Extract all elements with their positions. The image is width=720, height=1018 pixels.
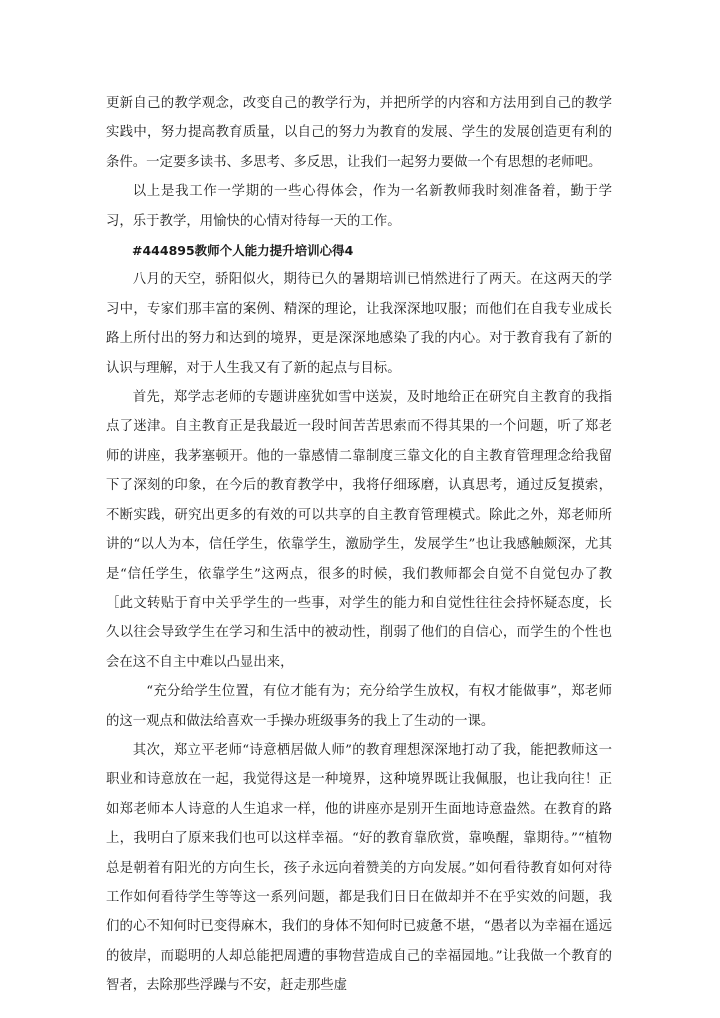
paragraph-first: 首先，郑学志老师的专题讲座犹如雪中送炭，及时地给正在研究自主教育的我指点了迷津。自主教育正是我最近一段时间苦苦思索而不得其果的一个问题，听了郑老师的讲座，我茅塞顿开。他的一靠感情二靠制度三靠文化的自主教育管理理念给我留下了深刻的印象，在今后的教育教学中，我将仔细琢磨，认真思考，通过反复摸索，不断实践，研究出更多的有效的可以共享的自主教育管理模式。除此之外，郑老师所讲的“以人为本，信任学生，依靠学生，激励学生，发展学生”也让我感触颇深，尤其是“信任学生，依靠学生”这两点，很多的时候，我们教师都会自觉不自觉包办了教［此文转贴于育中关乎学生的一些事，对学生的能力和自觉性往往会持怀疑态度，长久以往会导致学生在学习和生活中的被动性，削弱了他们的自信心，而学生的个性也会在这不自主中难以凸显出来， bbox=[106, 390, 612, 670]
section-heading: #444895教师个人能力提升培训心得4 bbox=[132, 243, 354, 259]
paragraph-continuation: 更新自己的教学观念，改变自己的教学行为，并把所学的内容和方法用到自己的教学实践中，努力提高教育质量，以自己的努力为教育的发展、学生的发展创造更有利的条件。一定要多读书、多思考、多反思，让我们一起努力要做一个有思想的老师吧。 bbox=[106, 96, 612, 170]
paragraph-intro: 八月的天空，骄阳似火，期待已久的暑期培训已悄然进行了两天。在这两天的学习中，专家们那丰富的案例、精深的理论，让我深深地叹服；而他们在自我专业成长路上所付出的努力和达到的境界，更是深深地感染了我的内心。对于教育我有了新的认识与理解，对于人生我又有了新的起点与目标。 bbox=[106, 272, 612, 376]
paragraph-second: 其次，郑立平老师“诗意栖居做人师”的教育理想深深地打动了我，能把教师这一职业和诗意放在一起，我觉得这是一种境界，这种境界既让我佩服，也让我向往！正如郑老师本人诗意的人生追求一样，他的讲座亦是别开生面地诗意盎然。在教育的路上，我明白了原来我们也可以这样幸福。“好的教育靠欣赏，靠唤醒，靠期待。”“植物总是朝着有阳光的方向生长，孩子永远向着赞美的方向发展。”如何看待教育如何对待工作如何看待学生等等这一系列问题，都是我们日日在做却并不在乎实效的问题，我们的心不知何时已变得麻木，我们的身体不知何时已疲惫不堪，“愚者以为幸福在遥远的彼岸，而聪明的人却总能把周遭的事物营造成自己的幸福园地。”让我做一个教育的智者，去除那些浮躁与不安，赶走那些虚 bbox=[106, 742, 612, 994]
paragraph-quote: “充分给学生位置，有位才能有为；充分给学生放权，有权才能做事”，郑老师的这一观点和做法给喜欢一手操办班级事务的我上了生动的一课。 bbox=[106, 684, 612, 729]
document-body bbox=[106, 89, 612, 1001]
paragraph-summary: 以上是我工作一学期的一些心得体会，作为一名新教师我时刻准备着，勤于学习，乐于教学，用愉快的心情对待每一天的工作。 bbox=[106, 184, 612, 229]
